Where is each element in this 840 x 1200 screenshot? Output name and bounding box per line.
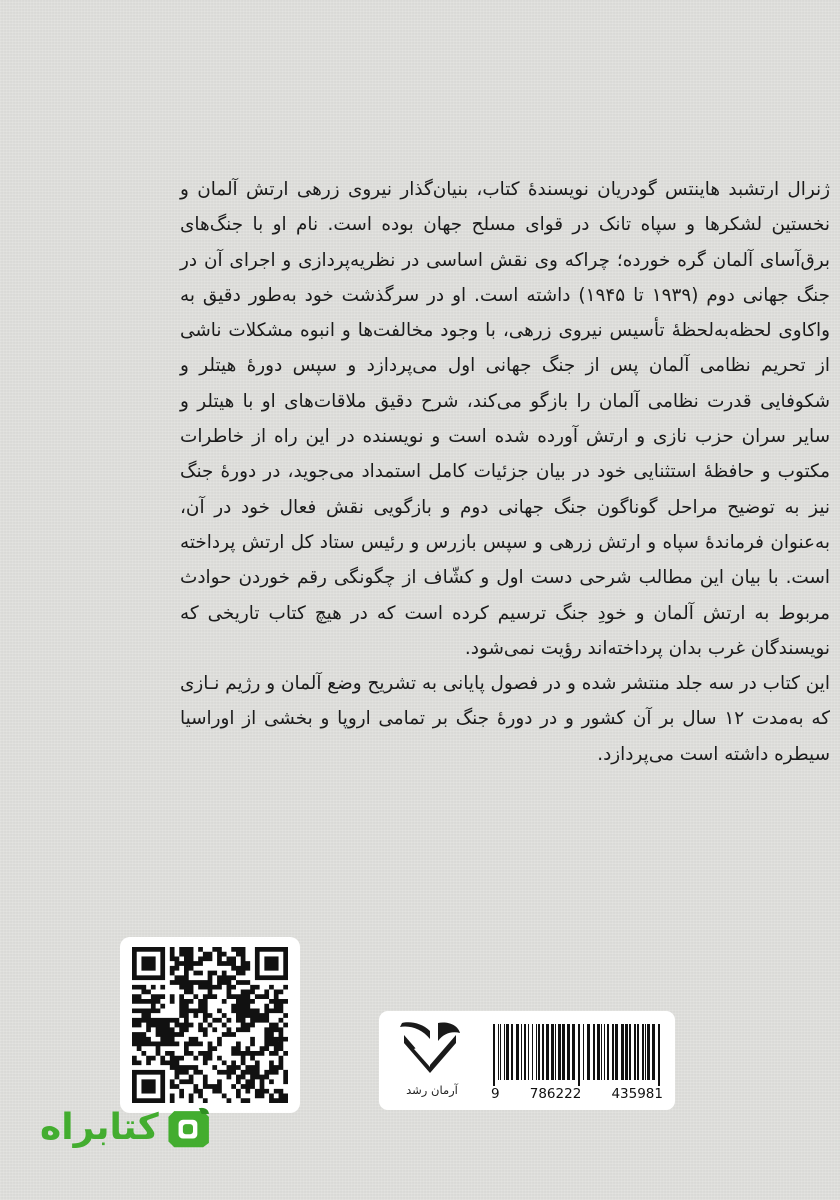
- isbn-group-2: 435981: [611, 1086, 663, 1102]
- qr-code-icon: [132, 947, 288, 1103]
- open-book-leaf-icon: [394, 1019, 466, 1083]
- isbn-barcode-card: [379, 1011, 675, 1110]
- isbn-prefix: 9: [491, 1086, 500, 1102]
- isbn-group-1: 786222: [529, 1086, 582, 1102]
- description-paragraph-1: ژنرال ارتشبد هاینتس گودریان نویسندهٔ کتاب، بنیان‌گذار نیروی زرهی ارتش آلمان و نخستین لشکرها و سپاه تانک در قوای مسلح جهان بوده است. نام او با جنگ‌های برق‌آسای آلمان گره خورده؛ چراکه وی نقش اساسی در نظریه‌پردازی و اجرای آن در جنگ جهانی دوم (۱۹۳۹ تا ۱۹۴۵) داشته است. او در سرگذشت خود به‌طور دقیق به واکاوی لحظه‌به‌لحظهٔ تأسیس نیروی زرهی، با وجود مخالفت‌ها و انبوه مشکلات ناشی از تحریم نظامی آلمان پس از جنگ جهانی اول می‌پردازد و سپس دورهٔ هیتلر و شکوفایی قدرت نظامی آلمان را بازگو می‌کند، شرح دقیق ملاقات‌های او با هیتلر و سایر سران حزب نازی و ارتش آورده شده است و نویسنده در این راه از خاطرات مکتوب و حافظهٔ استثنایی خود در بیان جزئیات کامل استمداد می‌جوید، در دورهٔ جنگ نیز به توضیح مراحل گوناگون جنگ جهانی دوم و بازگویی نقش فعال خود در آن، به‌عنوان فرماندهٔ سپاه و ارتش زرهی و سپس بازرس و رئیس ستاد کل ارتش پرداخته است. با بیان این مطالب شرحی دست اول و کشّاف از چگونگی رقم خوردن حوادث مربوط به ارتش آلمان و خودِ جنگ ترسیم کرده است که در هیچ کتاب تاریخی که نویسندگان غرب بدان پرداخته‌اند رؤیت نمی‌شود.: [180, 179, 830, 659]
- ketabrah-badge-icon: [167, 1097, 210, 1157]
- ketabrah-brand: [40, 1092, 210, 1162]
- isbn-barcode: [491, 1024, 663, 1086]
- brand-name: کتابراه: [40, 1106, 159, 1148]
- book-description: [180, 172, 830, 772]
- qr-code-card: [120, 937, 300, 1113]
- publisher-name: آرمان رشد: [406, 1083, 458, 1097]
- isbn-number: [491, 1086, 663, 1102]
- description-paragraph-2: این کتاب در سه جلد منتشر شده و در فصول پایانی به تشریح وضع آلمان و رژیم نـازی که به‌مدت ۱۲ سال بر آن کشور و در دورهٔ جنگ بر تمامی اروپا و بخشی از اوراسیا سیطره داشته است می‌پردازد.: [180, 673, 830, 765]
